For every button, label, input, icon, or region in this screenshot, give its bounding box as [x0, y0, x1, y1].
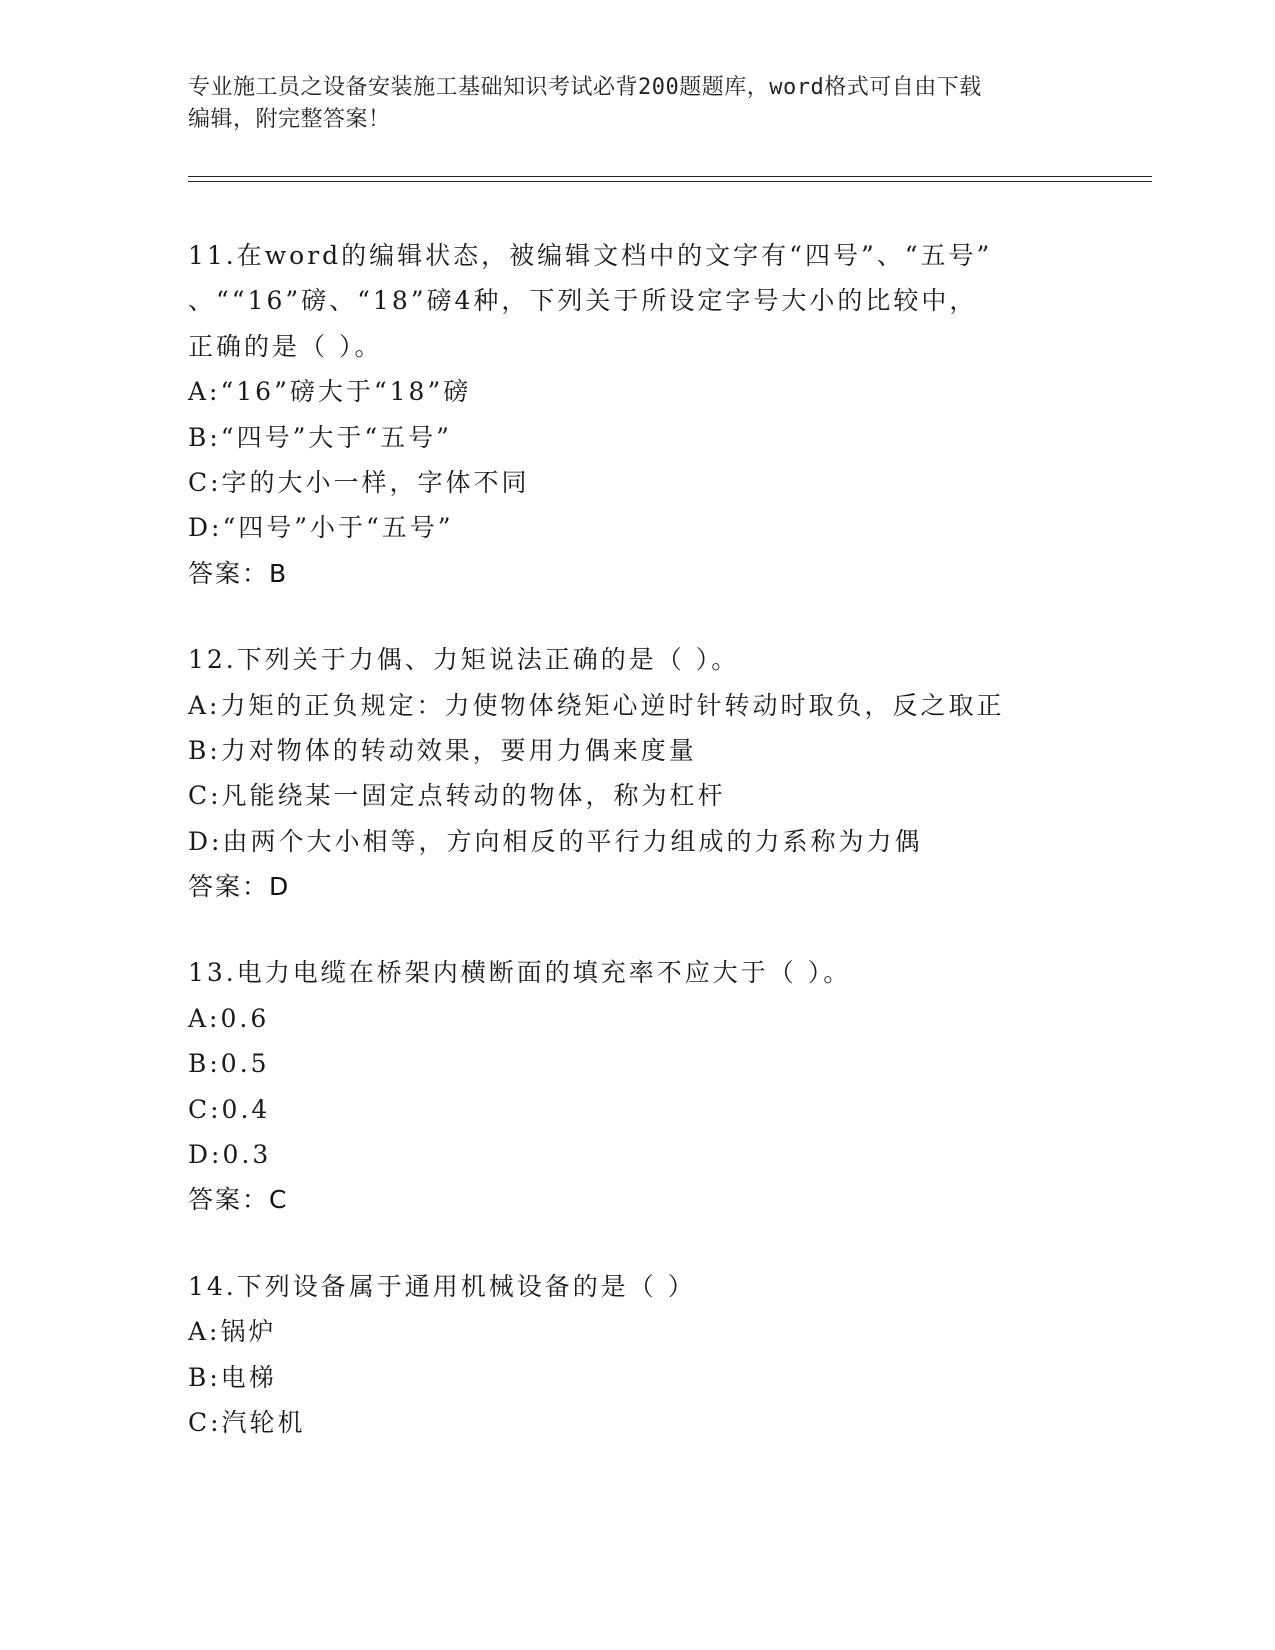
answer-key: 答案：D — [188, 872, 291, 902]
header-divider-bottom — [188, 181, 1152, 182]
question-stem-line: 11.在word的编辑状态，被编辑文档中的文字有“四号”、“五号” — [188, 241, 993, 270]
question-stem — [188, 950, 1108, 995]
question-stem-line: 12.下列关于力偶、力矩说法正确的是（ ）。 — [188, 645, 740, 675]
answer-option: D:0.3 — [188, 1140, 272, 1170]
answer-option: D:由两个大小相等，方向相反的平行力组成的力系称为力偶 — [188, 826, 923, 856]
answer-option: A:锅炉 — [188, 1317, 277, 1347]
question-list — [188, 233, 1108, 1486]
answer-key: 答案：C — [188, 1185, 289, 1215]
answer-option: A:0.6 — [188, 1003, 270, 1033]
header-divider-top — [188, 176, 1152, 177]
answer-option: C:字的大小一样，字体不同 — [188, 467, 530, 497]
answer-option: C:凡能绕某一固定点转动的物体，称为杠杆 — [188, 781, 726, 811]
question-block — [188, 637, 1108, 909]
header-line-1: 专业施工员之设备安装施工基础知识考试必背200题题库，word格式可自由下载 — [188, 75, 982, 100]
answer-option: B:“四号”大于“五号” — [188, 422, 452, 452]
answer-option: C:0.4 — [188, 1094, 271, 1124]
answer-option: B:0.5 — [188, 1049, 270, 1079]
answer-option: A:“16”磅大于“18”磅 — [188, 377, 472, 407]
header-line-2: 编辑，附完整答案！ — [188, 107, 391, 132]
question-stem-line: 正确的是（ ）。 — [188, 331, 383, 361]
answer-option: C:汽轮机 — [188, 1407, 306, 1437]
question-block — [188, 1264, 1108, 1446]
question-stem-line: 13.电力电缆在桥架内横断面的填充率不应大于（ ）。 — [188, 958, 852, 988]
question-stem — [188, 233, 1108, 369]
answer-option: A:力矩的正负规定：力使物体绕矩心逆时针转动时取负，反之取正 — [188, 690, 1005, 720]
answer-option: B:电梯 — [188, 1362, 277, 1392]
question-block — [188, 950, 1108, 1222]
question-stem-line: 14.下列设备属于通用机械设备的是（ ） — [188, 1271, 696, 1301]
answer-key: 答案：B — [188, 558, 289, 588]
question-stem-line: 、““16”磅、“18”磅4种，下列关于所设定字号大小的比较中， — [188, 286, 978, 316]
document-header — [188, 72, 1088, 136]
question-stem — [188, 637, 1108, 682]
question-stem — [188, 1264, 1108, 1309]
answer-option: B:力对物体的转动效果，要用力偶来度量 — [188, 735, 697, 765]
answer-option: D:“四号”小于“五号” — [188, 513, 454, 543]
question-block — [188, 233, 1108, 596]
